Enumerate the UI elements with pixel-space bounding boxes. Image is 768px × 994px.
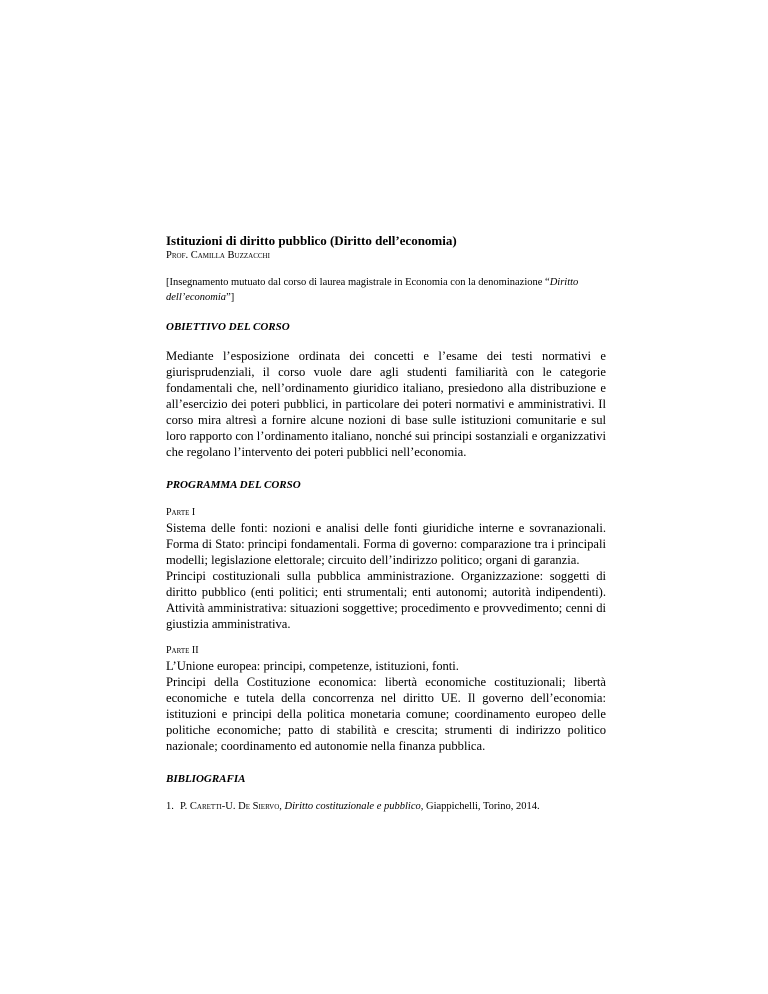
- program-part-2: [166, 644, 606, 754]
- part-2-label: Parte II: [166, 645, 199, 656]
- part-1-paragraph-1: Sistema delle fonti: nozioni e analisi delle fonti giuridiche interne e sovranazionali. Forma di Stato: principi fondamentali. Forma di governo: comparazione tra i principali modelli; legislazione elettorale; circuito dell’indirizzo politico; organi di garanzia.: [166, 521, 606, 567]
- part-2-paragraph-2: Principi della Costituzione economica: libertà economiche costituzionali; libertà economiche e tutela della concorrenza nel diritto UE. Il governo dell’economia: istituzioni e principi della politica monetaria comune; coordinamento europeo delle politiche economiche; patto di stabilità e crescita; strumenti di indirizzo politico nazionale; coordinamento ed autonomie nella finanza pubblica.: [166, 675, 606, 753]
- bibliography-authors: P. Caretti-U. De Siervo,: [180, 801, 282, 812]
- bibliography-title: Diritto costituzionale e pubblico,: [284, 801, 424, 812]
- bibliography-item: [166, 800, 606, 814]
- part-1-paragraph-2: Principi costituzionali sulla pubblica amministrazione. Organizzazione: soggetti di diritto pubblico (enti politici; enti strumentali; enti autonomi; autorità indipendenti). Attività amministrativa: situazioni soggettive; procedimento e provvedimento; cenni di giustizia amministrativa.: [166, 569, 606, 631]
- note-italic: Diritto dell’economia: [166, 277, 579, 303]
- objective-text: Mediante l’esposizione ordinata dei concetti e l’esame dei testi normativi e giurisprudenziali, il corso vuole dare agli studenti familiarità con le categorie fondamentali che, nell’ordinamento giuridico italiano, presiedono alla distribuzione e all’esercizio dei poteri pubblici, in particolare dei poteri normativi e amministrativi. Il corso mira altresì a fornire alcune nozioni di base sulle istituzioni comunitarie e sul loro rapporto con l’ordinamento italiano, nonché sui principi sostanziali e organizzativi che regolano l’intervento dei poteri pubblici nell’economia.: [166, 349, 606, 459]
- course-professor: Prof. Camilla Buzzacchi: [166, 250, 270, 261]
- part-2-paragraph-1: L’Unione europea: principi, competenze, istituzioni, fonti.: [166, 659, 459, 673]
- course-title: Istituzioni di diritto pubblico (Diritto dell’economia): [166, 233, 457, 248]
- course-note: [166, 276, 606, 305]
- note-suffix: ”]: [226, 291, 235, 303]
- program-heading: PROGRAMMA DEL CORSO: [166, 479, 301, 491]
- program-part-1: [166, 506, 606, 632]
- bibliography-heading: BIBLIOGRAFIA: [166, 773, 246, 785]
- bibliography-publisher: Giappichelli, Torino, 2014.: [426, 801, 540, 812]
- note-prefix: [Insegnamento mutuato dal corso di laurea magistrale in Economia con la denominazione “: [166, 277, 550, 288]
- part-1-label: Parte I: [166, 507, 196, 518]
- objective-heading: OBIETTIVO DEL CORSO: [166, 321, 290, 333]
- bibliography-number: 1.: [166, 801, 174, 812]
- document-content: [166, 233, 606, 814]
